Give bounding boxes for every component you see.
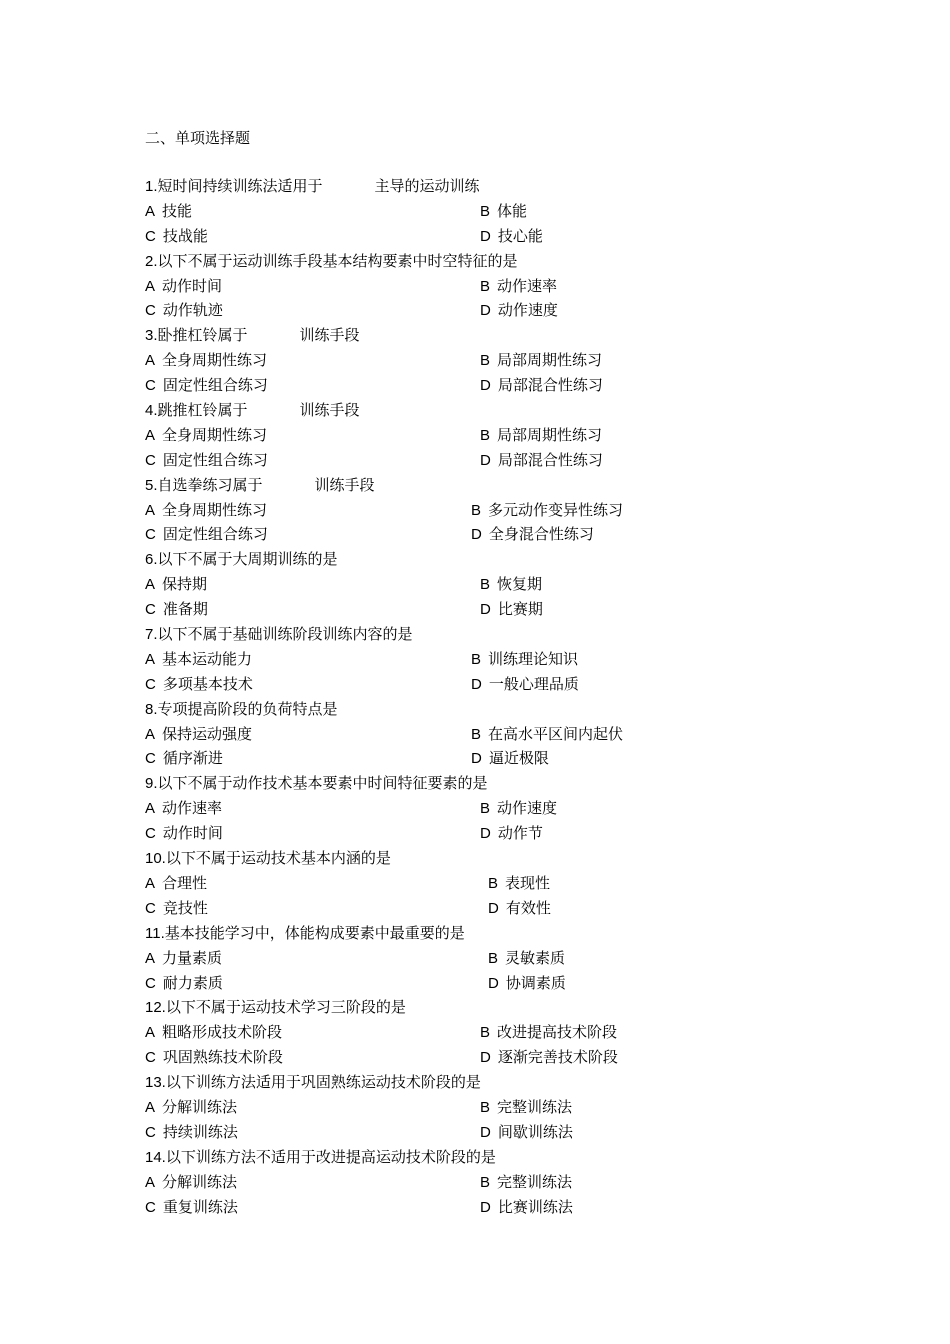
option-a [145, 572, 207, 598]
question-stem [145, 995, 785, 1020]
option-text: 动作轨迹 [162, 301, 223, 320]
option-letter: B [488, 874, 499, 892]
option-c [145, 373, 268, 399]
option-text: 逼近极限 [488, 749, 549, 768]
option-letter: D [480, 1049, 491, 1067]
question-text: 跳推杠铃属于 [157, 401, 248, 420]
option-text: 完整训练法 [497, 1172, 573, 1191]
question-stem [145, 697, 785, 722]
question-stem [145, 473, 785, 498]
options-row [145, 946, 785, 971]
question-stem [145, 249, 785, 274]
option-text: 合理性 [162, 873, 208, 892]
question-number: 1. [145, 178, 158, 195]
options-row [145, 522, 785, 547]
option-a [145, 1170, 237, 1196]
option-text: 局部周期性练习 [497, 425, 603, 444]
option-a [145, 1095, 237, 1121]
options-row [145, 1170, 785, 1195]
option-letter: A [145, 800, 156, 818]
option-letter: D [480, 377, 491, 395]
option-text: 在高水平区间内起伏 [488, 724, 624, 743]
option-text: 重复训练法 [162, 1197, 238, 1216]
option-letter: B [480, 1173, 491, 1191]
option-b [480, 348, 602, 374]
question-number: 3. [145, 327, 158, 345]
question-text: 卧推杠铃属于 [157, 326, 248, 345]
option-text: 改进提高技术阶段 [497, 1023, 618, 1042]
option-letter: A [145, 426, 156, 444]
option-letter: A [145, 1173, 156, 1191]
option-letter: B [480, 576, 491, 594]
option-letter: B [480, 202, 491, 220]
option-letter: A [145, 576, 156, 594]
option-letter: C [145, 451, 156, 469]
option-b [480, 1170, 572, 1196]
options-row [145, 722, 785, 747]
option-b [480, 274, 557, 300]
option-letter: C [145, 825, 156, 843]
option-letter: D [480, 1198, 491, 1216]
option-letter: D [488, 899, 499, 917]
question-text-continued: 训练手段 [314, 475, 375, 494]
option-text: 动作时间 [162, 276, 223, 295]
option-letter: B [471, 725, 482, 743]
option-text: 分解训练法 [162, 1172, 238, 1191]
options-row [145, 1095, 785, 1120]
question-stem [145, 323, 785, 348]
option-text: 固定性组合练习 [162, 450, 268, 469]
question-number: 6. [145, 551, 158, 569]
option-letter: D [480, 451, 491, 469]
question-stem [145, 921, 785, 946]
options-row [145, 821, 785, 846]
option-d [480, 1120, 573, 1146]
options-row [145, 971, 785, 996]
option-a [145, 722, 252, 748]
option-text: 完整训练法 [497, 1097, 573, 1116]
option-letter: A [145, 277, 156, 295]
question-number: 5. [145, 476, 158, 494]
option-text: 竞技性 [162, 898, 208, 917]
options-row [145, 224, 785, 249]
option-c [145, 821, 223, 847]
option-a [145, 871, 207, 897]
question-stem [145, 174, 785, 199]
option-text: 全身周期性练习 [162, 500, 268, 519]
option-letter: B [480, 352, 491, 370]
question-text: 以下不属于大周期训练的是 [157, 550, 338, 569]
option-text: 动作速率 [162, 799, 223, 818]
question-stem [145, 1070, 785, 1095]
option-text: 耐力素质 [162, 973, 223, 992]
option-b [471, 498, 623, 524]
question-stem [145, 1145, 785, 1170]
option-text: 逐渐完善技术阶段 [497, 1048, 618, 1067]
question-number: 12. [145, 999, 166, 1017]
option-text: 多元动作变异性练习 [488, 500, 624, 519]
option-letter: C [145, 974, 156, 992]
options-row [145, 298, 785, 323]
option-text: 比赛训练法 [497, 1197, 573, 1216]
option-c [145, 1120, 238, 1146]
options-row [145, 597, 785, 622]
option-b [471, 722, 623, 748]
question-text: 专项提高阶段的负荷特点是 [157, 699, 338, 718]
option-b [480, 796, 557, 822]
option-text: 有效性 [505, 898, 551, 917]
option-letter: D [471, 675, 482, 693]
question-text: 基本技能学习中，体能构成要素中最重要的是 [164, 923, 465, 942]
question-stem [145, 846, 785, 871]
options-row [145, 746, 785, 771]
option-letter: B [480, 1098, 491, 1116]
question-stem [145, 771, 785, 796]
option-letter: C [145, 1049, 156, 1067]
options-row [145, 448, 785, 473]
option-c [145, 224, 208, 250]
question-number: 11. [145, 924, 165, 942]
option-text: 动作速度 [497, 799, 558, 818]
option-b [480, 1095, 572, 1121]
option-text: 体能 [497, 201, 528, 220]
option-b [480, 572, 542, 598]
option-letter: D [471, 526, 482, 544]
option-text: 全身周期性练习 [162, 425, 268, 444]
question-stem [145, 622, 785, 647]
option-letter: A [145, 874, 156, 892]
option-letter: A [145, 1098, 156, 1116]
options-row [145, 199, 785, 224]
option-text: 准备期 [162, 600, 208, 619]
option-letter: C [145, 675, 156, 693]
option-text: 保持期 [162, 575, 208, 594]
option-text: 基本运动能力 [162, 649, 253, 668]
option-letter: C [145, 377, 156, 395]
section-heading: 二、单项选择题 [145, 129, 251, 147]
option-c [145, 448, 268, 474]
options-row [145, 1020, 785, 1045]
option-text: 巩固熟练技术阶段 [162, 1048, 283, 1067]
option-letter: B [480, 1024, 491, 1042]
option-letter: A [145, 650, 156, 668]
options-row [145, 498, 785, 523]
option-a [145, 498, 267, 524]
option-a [145, 946, 222, 972]
option-letter: D [471, 750, 482, 768]
option-d [471, 672, 579, 698]
option-c [145, 522, 268, 548]
option-letter: D [480, 302, 491, 320]
options-row [145, 572, 785, 597]
option-letter: A [145, 725, 156, 743]
option-text: 粗略形成技术阶段 [162, 1023, 283, 1042]
options-row [145, 871, 785, 896]
option-letter: B [480, 277, 491, 295]
question-list [145, 174, 785, 1219]
question-number: 14. [145, 1148, 166, 1166]
question-number: 13. [145, 1074, 166, 1092]
option-text: 局部混合性练习 [497, 450, 603, 469]
option-letter: B [480, 800, 491, 818]
option-b [488, 871, 550, 897]
option-d [488, 896, 551, 922]
option-a [145, 348, 267, 374]
option-a [145, 199, 192, 225]
option-letter: D [480, 227, 491, 245]
question-text: 自选拳练习属于 [157, 475, 263, 494]
question-number: 2. [145, 252, 158, 270]
option-d [480, 1195, 573, 1221]
option-d [471, 746, 549, 772]
option-c [145, 1045, 283, 1071]
option-d [480, 597, 543, 623]
question-stem [145, 547, 785, 572]
option-b [488, 946, 565, 972]
option-d [480, 448, 603, 474]
option-c [145, 896, 208, 922]
question-text: 以下训练方法适用于巩固熟练运动技术阶段的是 [165, 1073, 481, 1092]
options-row [145, 1045, 785, 1070]
question-number: 4. [145, 402, 158, 420]
option-letter: B [471, 501, 482, 519]
option-letter: B [488, 949, 499, 967]
option-d [488, 971, 566, 997]
option-letter: D [480, 1123, 491, 1141]
option-letter: A [145, 352, 156, 370]
option-letter: A [145, 1024, 156, 1042]
option-letter: C [145, 526, 156, 544]
option-c [145, 298, 223, 324]
option-letter: C [145, 1198, 156, 1216]
option-text: 力量素质 [162, 948, 223, 967]
option-letter: C [145, 227, 156, 245]
question-number: 7. [145, 626, 158, 644]
option-a [145, 647, 252, 673]
option-text: 协调素质 [505, 973, 566, 992]
option-text: 技战能 [162, 226, 208, 245]
options-row [145, 348, 785, 373]
option-text: 技能 [162, 201, 193, 220]
question-text-continued: 训练手段 [299, 401, 360, 420]
option-text: 动作时间 [162, 824, 223, 843]
options-row [145, 647, 785, 672]
question-text-continued: 训练手段 [299, 326, 360, 345]
option-letter: A [145, 202, 156, 220]
option-letter: D [480, 601, 491, 619]
option-letter: D [480, 825, 491, 843]
option-a [145, 423, 267, 449]
option-text: 动作速度 [497, 301, 558, 320]
option-text: 恢复期 [497, 575, 543, 594]
options-row [145, 423, 785, 448]
option-a [145, 796, 222, 822]
question-text: 以下不属于动作技术基本要素中时间特征要素的是 [157, 774, 488, 793]
options-row [145, 373, 785, 398]
option-letter: C [145, 899, 156, 917]
options-row [145, 672, 785, 697]
question-text: 以下不属于运动训练手段基本结构要素中时空特征的是 [157, 251, 518, 270]
option-d [471, 522, 594, 548]
question-text-continued: 主导的运动训练 [374, 177, 480, 195]
option-text: 分解训练法 [162, 1097, 238, 1116]
option-text: 固定性组合练习 [162, 525, 268, 544]
option-text: 全身周期性练习 [162, 351, 268, 370]
question-text: 以下不属于运动技术学习三阶段的是 [165, 998, 406, 1017]
option-letter: B [480, 426, 491, 444]
question-number: 8. [145, 700, 158, 718]
option-b [480, 1020, 617, 1046]
option-text: 全身混合性练习 [488, 525, 594, 544]
option-c [145, 1195, 238, 1221]
option-text: 动作速率 [497, 276, 558, 295]
option-letter: B [471, 650, 482, 668]
option-text: 循序渐进 [162, 749, 223, 768]
options-row [145, 274, 785, 299]
option-text: 保持运动强度 [162, 724, 253, 743]
option-text: 局部混合性练习 [497, 376, 603, 395]
option-b [471, 647, 578, 673]
option-text: 动作节 [497, 824, 543, 843]
question-text: 以下训练方法不适用于改进提高运动技术阶段的是 [165, 1147, 496, 1166]
question-text: 短时间持续训练法适用于 [157, 177, 323, 195]
option-letter: C [145, 302, 156, 320]
question-stem [145, 398, 785, 423]
option-text: 一般心理品质 [488, 674, 579, 693]
option-letter: C [145, 750, 156, 768]
option-d [480, 298, 558, 324]
question-text: 以下不属于运动技术基本内涵的是 [165, 849, 391, 868]
option-text: 固定性组合练习 [162, 376, 268, 395]
options-row [145, 1120, 785, 1145]
option-c [145, 672, 253, 698]
option-a [145, 274, 222, 300]
option-c [145, 971, 223, 997]
option-text: 技心能 [497, 226, 543, 245]
option-c [145, 746, 223, 772]
option-d [480, 373, 603, 399]
option-text: 间歇训练法 [497, 1122, 573, 1141]
question-number: 9. [145, 775, 158, 793]
option-letter: D [488, 974, 499, 992]
option-d [480, 224, 543, 250]
option-text: 比赛期 [497, 600, 543, 619]
option-letter: A [145, 949, 156, 967]
question-number: 10. [145, 850, 166, 868]
option-text: 训练理论知识 [488, 649, 579, 668]
option-letter: A [145, 501, 156, 519]
option-text: 持续训练法 [162, 1122, 238, 1141]
options-row [145, 796, 785, 821]
option-c [145, 597, 208, 623]
option-letter: C [145, 601, 156, 619]
option-text: 局部周期性练习 [497, 351, 603, 370]
option-b [480, 423, 602, 449]
option-letter: C [145, 1123, 156, 1141]
option-b [480, 199, 527, 225]
question-text: 以下不属于基础训练阶段训练内容的是 [157, 625, 413, 644]
option-a [145, 1020, 282, 1046]
option-text: 灵敏素质 [505, 948, 566, 967]
option-text: 多项基本技术 [162, 674, 253, 693]
option-text: 表现性 [505, 873, 551, 892]
options-row [145, 896, 785, 921]
options-row [145, 1195, 785, 1220]
option-d [480, 1045, 618, 1071]
option-d [480, 821, 543, 847]
